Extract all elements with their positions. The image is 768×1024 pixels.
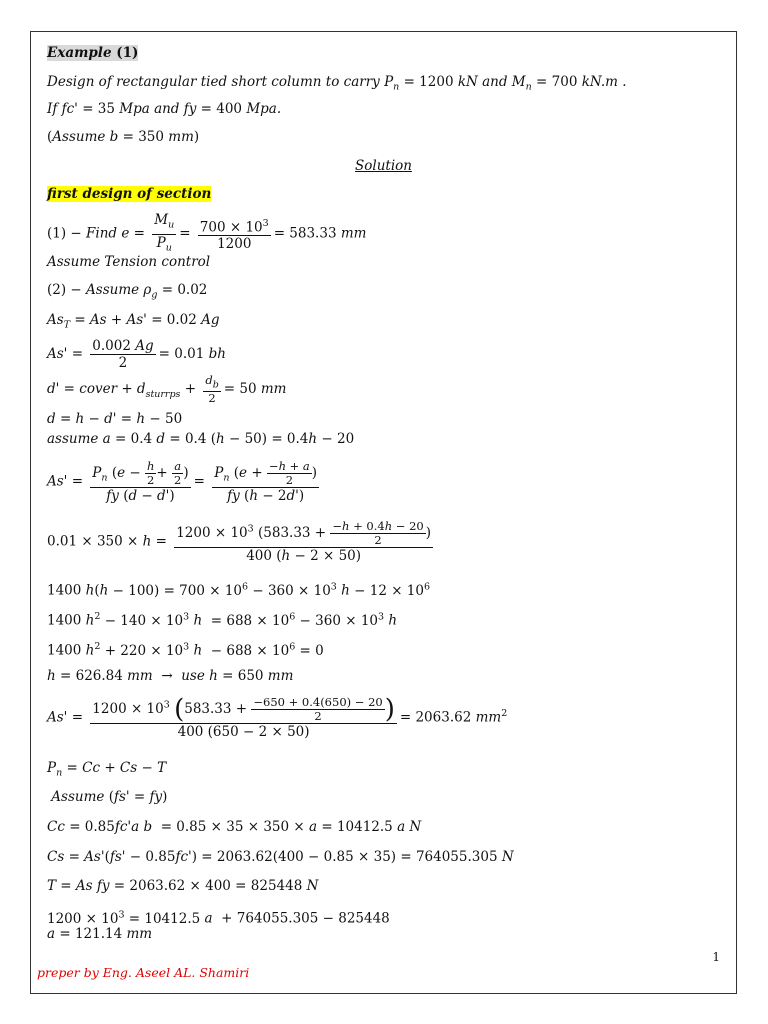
document-page [30,31,737,994]
step-cs: Cs = As'(fs' − 0.85fc') = 2063.62(400 − 0.85 × 35) = 764055.305 N [47,849,514,865]
solution-heading: Solution [355,158,412,174]
problem-statement-line2: If fc' = 35 Mpa and fy = 400 Mpa. [47,101,282,117]
example-title: Example (1) [47,45,139,61]
problem-statement-line1: Design of rectangular tied short column to carry $P_n = 1200$ kN and $M_n = 700$ kN.m . [47,74,627,93]
step-as-formula: As' = $P_n$ (e − $\frac{h}{2}$ + $\frac{a}{2}$ ) fy (d − d') = $P_n$ (e + $\frac{-h + a}{2}$ ) fy (h − 2d') [47,459,318,504]
step-t: T = As fy = 2063.62 × 400 = 825448 N [47,878,319,894]
step-tension-control: Assume Tension control [47,254,211,270]
step-eq-final: $1200 \times 10^3 = 10412.5$ a + 764055.305 − 825448 [47,909,390,927]
step-d-prime: d' = cover + $d_{sturrps}$ + $\frac{d_b}{2}$ = 50 mm [47,373,287,406]
step-eq2: 1400 $h^2 - 140 \times 10^3$ $h = 688 \times 10^6 - 360 \times 10^3$ h [47,611,398,629]
step-d: d = h − d' = h − 50 [47,411,183,427]
step-eq3: 1400 $h^2 + 220 \times 10^3$ $h - 688 \times 10^6 = 0$ [47,641,324,659]
step-assume-a: assume a = 0.4 d = 0.4 (h − 50) = 0.4h − 20 [47,431,355,447]
step-assume-fs: Assume (fs' = fy) [47,789,168,805]
step-pn: $P_n = Cc + Cs - T$ [47,760,167,779]
step-as-prime: As' = $\frac{0.002 Ag}{2}$ = 0.01 bh [47,338,226,371]
step-find-e: (1) − Find e = $\frac{M_u}{P_u}$ = $\frac{700 \times 10^3}{1200}$ = 583.33 mm [47,212,367,254]
step-assume-rho: (2) − Assume $\rho_g = 0.02$ [47,282,208,301]
step-a-result: a = 121.14 mm [47,926,153,942]
section-heading: first design of section [47,186,212,202]
step-as-value: As' = $1200 \times 10^3$ (583.33 + $\frac{-650 + 0.4(650) - 20}{2}$ ) 400 (650 − 2 × 50) = 2063.62 $mm^2$ [47,694,508,740]
step-cc: Cc = 0.85fc'a b = 0.85 × 35 × 350 × a = 10412.5 a N [47,819,422,835]
step-substitution: 0.01 × 350 × h = $1200 \times 10^3$ (583.33 + $\frac{-h + 0.4h - 20}{2}$ ) 400 (h − 2 × 50) [47,519,432,564]
step-ast: $As_T = As + As' = 0.02$ Ag [47,312,220,331]
step-eq1: 1400 $h(h - 100) = 700 \times 10^6 - 360 \times 10^3$ $h - 12 \times 10^6$ [47,581,431,599]
step-h-result: h = 626.84 mm → use h = 650 mm [47,668,294,684]
problem-statement-line3: (Assume b = 350 mm) [47,129,200,145]
page-number: 1 [712,950,720,964]
author-footer: preper by Eng. Aseel AL. Shamiri [37,965,250,980]
